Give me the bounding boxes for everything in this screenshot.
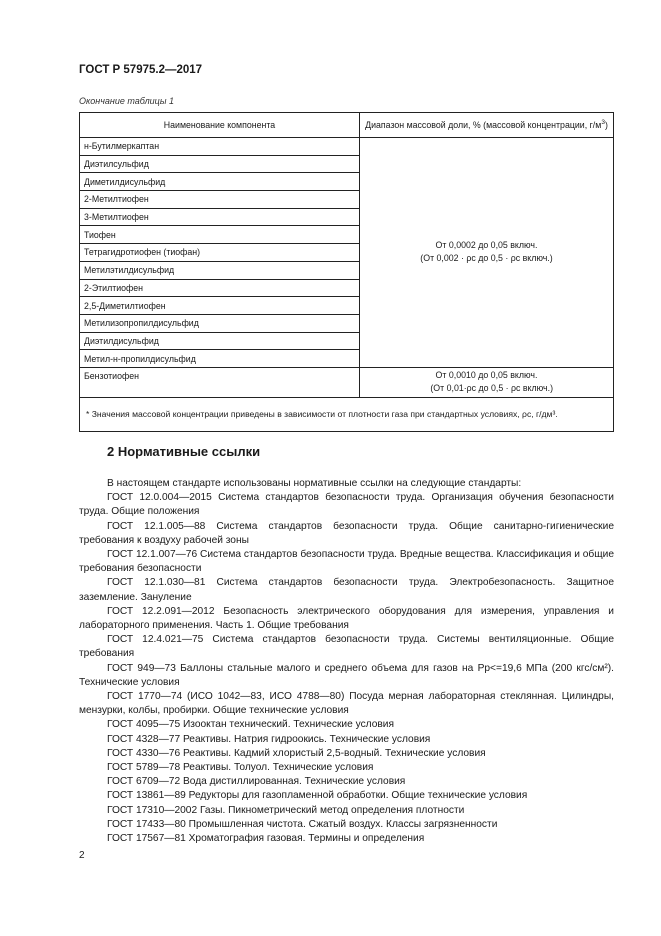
range-cell <box>360 367 614 397</box>
reference-item: ГОСТ 949—73 Баллоны стальные малого и среднего объема для газов на Pp<=19,6 МПа (200 кгс/см²). Технические условия <box>79 662 614 688</box>
range-line: От 0,0002 до 0,05 включ. <box>435 240 538 251</box>
component-name: 2,5-Диметилтиофен <box>80 297 360 315</box>
component-name: 3-Метилтиофен <box>80 208 360 226</box>
reference-item: ГОСТ 13861—89 Редукторы для газопламенной обработки. Общие технические условия <box>107 790 528 802</box>
component-name: Бензотиофен <box>80 367 360 397</box>
reference-item: ГОСТ 12.1.005—88 Система стандартов безопасности труда. Общие санитарно-гигиенические требования к воздуху рабочей зоны <box>79 520 614 546</box>
section-heading: 2 Нормативные ссылки <box>107 444 261 459</box>
table-footnote: * Значения массовой концентрации приведены в зависимости от плотности газа при стандартных условиях, ρc, г/дм³. <box>80 397 614 431</box>
components-table <box>79 112 614 432</box>
component-name: Тиофен <box>80 226 360 244</box>
reference-item: ГОСТ 12.2.091—2012 Безопасность электрического оборудования для измерения, управления и лабораторного применения. Часть 1. Общие требования <box>79 605 614 632</box>
reference-item: ГОСТ 12.4.021—75 Система стандартов безопасности труда. Системы вентиляционные. Общие требования <box>79 634 614 660</box>
component-name: Метил-н-пропилдисульфид <box>80 350 360 368</box>
component-name: н-Бутилмеркаптан <box>80 138 360 156</box>
table-header-row <box>80 113 614 138</box>
reference-item: ГОСТ 6709—72 Вода дистиллированная. Технические условия <box>107 776 406 788</box>
reference-item: ГОСТ 4328—77 Реактивы. Натрия гидроокись. Технические условия <box>107 733 431 745</box>
reference-item: ГОСТ 17433—80 Промышленная чистота. Сжатый воздух. Классы загрязненности <box>107 818 498 830</box>
range-line: (От 0,01·ρc до 0,5 · ρc включ.) <box>430 383 553 394</box>
table-note-row <box>80 397 614 431</box>
component-name: Метилизопропилдисульфид <box>80 314 360 332</box>
column-header-range: Диапазон массовой доли, % (массовой концентрации, $г/м^3$) <box>360 113 614 138</box>
table-row <box>80 138 614 156</box>
reference-item: ГОСТ 4330—76 Реактивы. Кадмий хлористый 2,5-водный. Технические условия <box>107 747 486 759</box>
component-name: Диметилдисульфид <box>80 173 360 191</box>
component-name: 2-Этилтиофен <box>80 279 360 297</box>
range-line: (От 0,002 · ρc до 0,5 · ρc включ.) <box>420 253 553 264</box>
component-name: Диэтилдисульфид <box>80 332 360 350</box>
component-name: 2-Метилтиофен <box>80 191 360 209</box>
reference-item: ГОСТ 5789—78 Реактивы. Толуол. Технические условия <box>107 762 374 774</box>
page-number: 2 <box>79 850 85 861</box>
document-id: ГОСТ Р 57975.2—2017 <box>79 64 203 76</box>
references-body <box>79 477 614 846</box>
column-header-component: Наименование компонента <box>80 113 360 138</box>
reference-item: ГОСТ 1770—74 (ИСО 1042—83, ИСО 4788—80) Посуда мерная лабораторная стеклянная. Цилиндры, мензурки, колбы, пробирки. Общие технические условия <box>79 691 614 717</box>
component-name: Диэтилсульфид <box>80 155 360 173</box>
reference-item: ГОСТ 12.1.007—76 Система стандартов безопасности труда. Вредные вещества. Классификация и общие требования безопасности <box>79 549 614 575</box>
component-name: Метилэтилдисульфид <box>80 261 360 279</box>
reference-item: ГОСТ 17310—2002 Газы. Пикнометрический метод определения плотности <box>107 804 465 816</box>
reference-item: ГОСТ 12.1.030—81 Система стандартов безопасности труда. Электробезопасность. Защитное заземление. Зануление <box>79 577 614 603</box>
paragraph: В настоящем стандарте использованы нормативные ссылки на следующие стандарты: <box>107 478 522 489</box>
reference-item: ГОСТ 17567—81 Хроматография газовая. Термины и определения <box>107 833 425 845</box>
table-row <box>80 367 614 397</box>
range-cell <box>360 138 614 368</box>
component-name: Тетрагидротиофен (тиофан) <box>80 244 360 262</box>
reference-item: ГОСТ 12.0.004—2015 Система стандартов безопасности труда. Организация обучения безопасности труда. Общие положения <box>79 492 614 518</box>
table-caption: Окончание таблицы 1 <box>79 96 174 106</box>
reference-item: ГОСТ 4095—75 Изооктан технический. Технические условия <box>107 719 395 731</box>
range-line: От 0,0010 до 0,05 включ. <box>435 370 538 381</box>
